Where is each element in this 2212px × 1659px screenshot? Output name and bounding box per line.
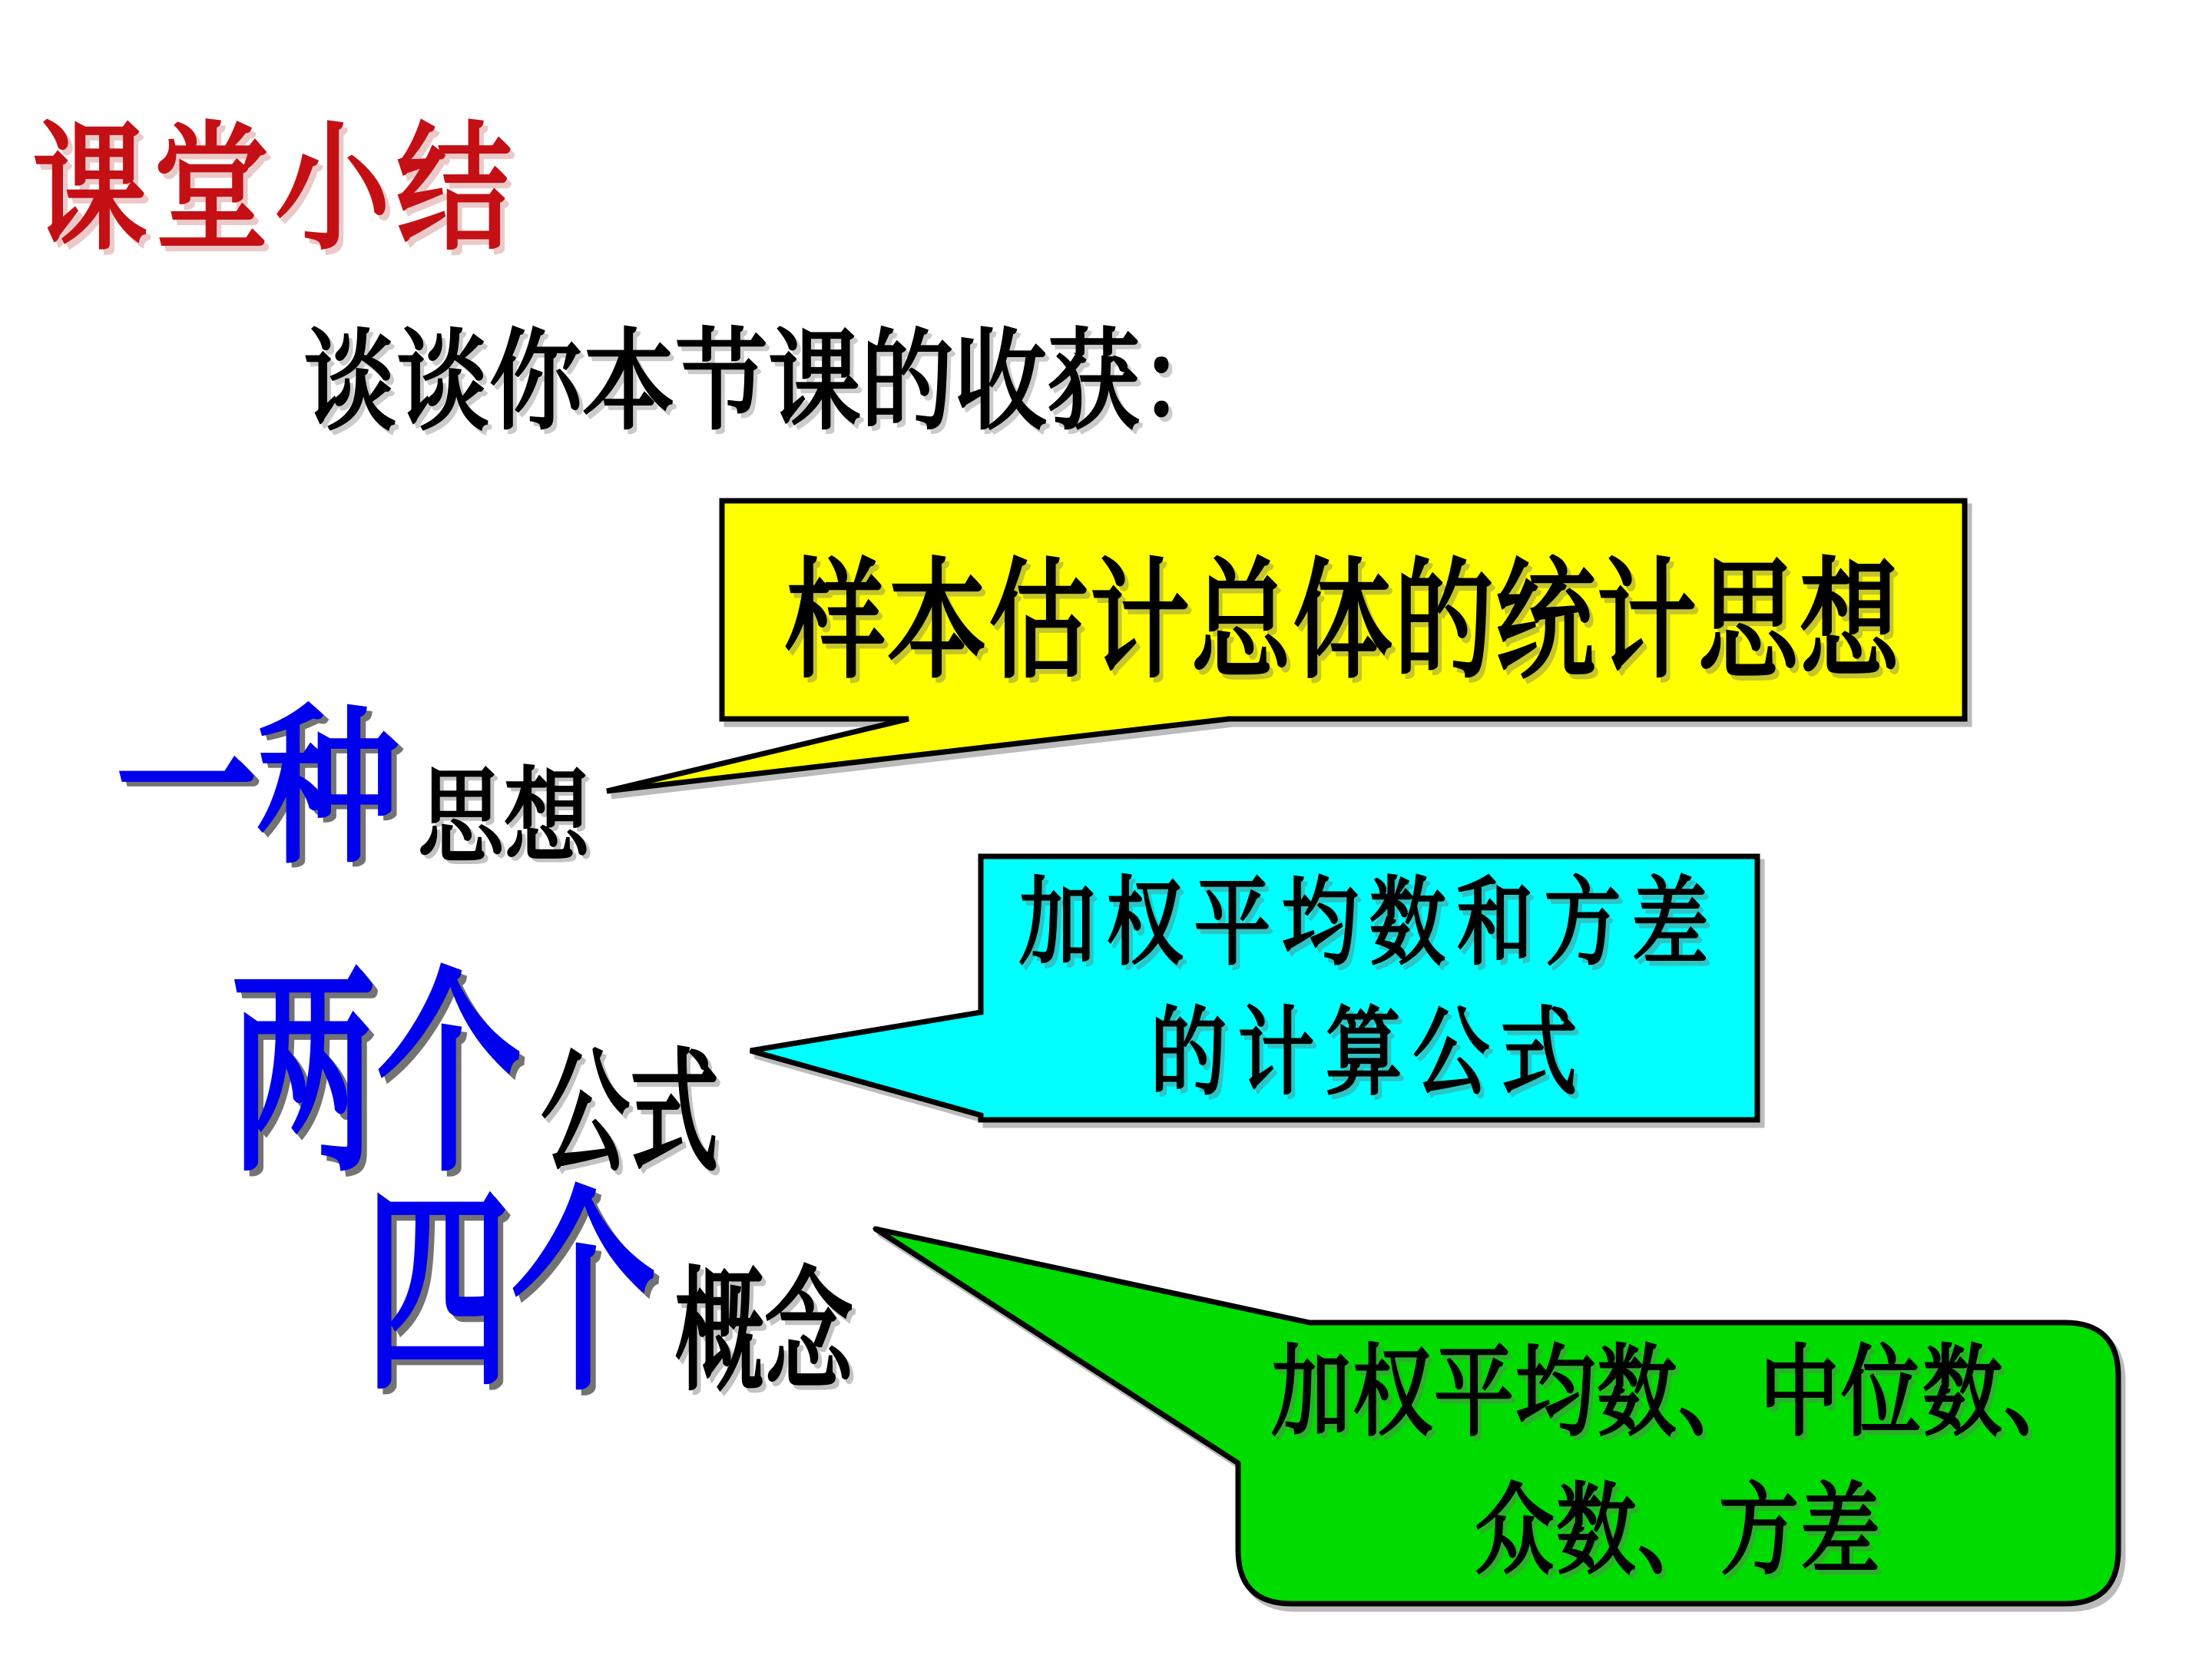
item-two-formulas-number: 两个 [230, 956, 523, 1198]
callout-formula-line1: 加权平均数和方差 [1018, 869, 1720, 977]
item-four-concepts [365, 1175, 854, 1417]
item-one-idea-number: 一种 [115, 696, 399, 885]
slide-title: 课堂小结 [32, 114, 518, 267]
item-four-concepts-label: 概念 [675, 1260, 854, 1408]
callout-thought [722, 468, 1965, 751]
item-one-idea-label: 思想 [418, 761, 590, 876]
item-two-formulas-label: 公式 [541, 1041, 720, 1189]
item-two-formulas [230, 956, 720, 1198]
callout-formula [981, 823, 1757, 1153]
callout-formula-line2: 的计算公式 [1150, 999, 1588, 1107]
callout-concept-line1: 加权平均数、中位数、 [1270, 1339, 2085, 1449]
callout-concept [1238, 1287, 2118, 1639]
item-one-idea [115, 696, 590, 885]
callout-concept-line2: 众数、方差 [1474, 1476, 1882, 1588]
item-four-concepts-number: 四个 [365, 1175, 657, 1417]
callout-thought-text: 样本估计总体的统计思想 [785, 550, 1901, 694]
prompt-text: 谈谈你本节课的收获： [303, 322, 1233, 444]
